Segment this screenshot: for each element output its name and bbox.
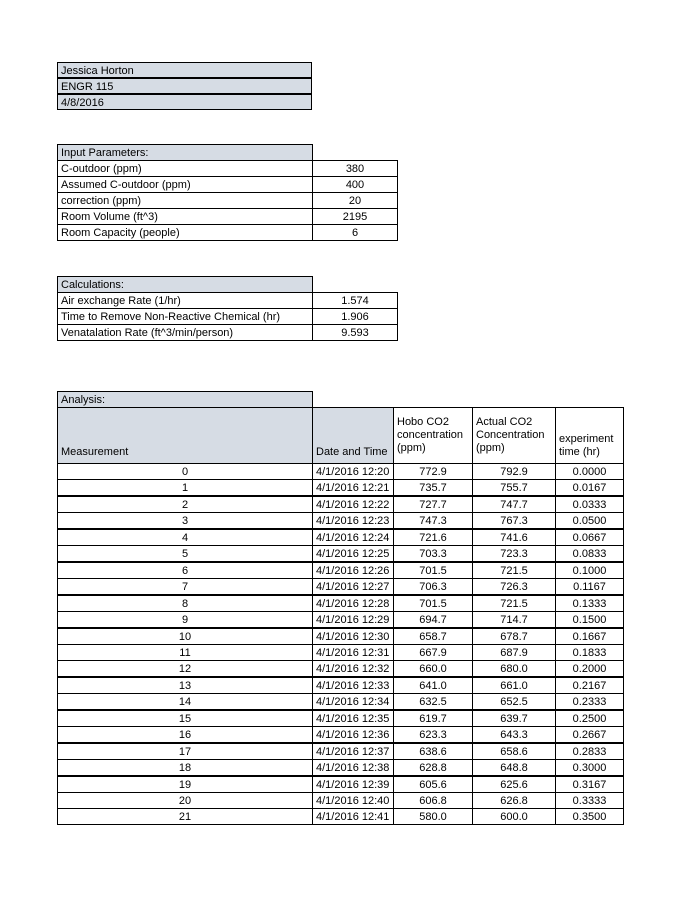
column-header-hobo-label: Hobo CO2 concentration (ppm) [397, 416, 464, 454]
input-param-label: Assumed C-outdoor (ppm) [57, 176, 313, 193]
date-time-cell: 4/1/2016 12:26 [312, 562, 394, 579]
experiment-time-cell: 0.1000 [555, 562, 624, 579]
measurement-cell: 2 [57, 496, 313, 513]
hobo-co2-cell: 605.6 [393, 776, 473, 793]
date-time-cell: 4/1/2016 12:36 [312, 726, 394, 743]
actual-co2-cell: 687.9 [472, 644, 556, 661]
hobo-co2-cell: 701.5 [393, 562, 473, 579]
measurement-cell: 3 [57, 512, 313, 529]
column-header-time [555, 407, 624, 464]
calc-label: Time to Remove Non-Reactive Chemical (hr) [57, 308, 313, 325]
calc-label: Venatalation Rate (ft^3/min/person) [57, 324, 313, 341]
hobo-co2-cell: 667.9 [393, 644, 473, 661]
experiment-time-cell: 0.0833 [555, 545, 624, 562]
hobo-co2-cell: 623.3 [393, 726, 473, 743]
measurement-cell: 18 [57, 759, 313, 776]
measurement-cell: 17 [57, 743, 313, 760]
experiment-time-cell: 0.2667 [555, 726, 624, 743]
actual-co2-cell: 600.0 [472, 808, 556, 825]
calc-value: 9.593 [312, 324, 398, 341]
hobo-co2-cell: 706.3 [393, 578, 473, 595]
hobo-co2-cell: 747.3 [393, 512, 473, 529]
actual-co2-cell: 792.9 [472, 463, 556, 480]
measurement-cell: 14 [57, 693, 313, 710]
actual-co2-cell: 755.7 [472, 479, 556, 496]
measurement-cell: 8 [57, 595, 313, 612]
date-time-cell: 4/1/2016 12:34 [312, 693, 394, 710]
experiment-time-cell: 0.3167 [555, 776, 624, 793]
calc-value: 1.906 [312, 308, 398, 325]
experiment-time-cell: 0.2000 [555, 660, 624, 677]
date-time-cell: 4/1/2016 12:31 [312, 644, 394, 661]
input-param-value: 380 [312, 160, 398, 177]
experiment-time-cell: 0.3500 [555, 808, 624, 825]
actual-co2-cell: 678.7 [472, 628, 556, 645]
hobo-co2-cell: 641.0 [393, 677, 473, 694]
date-time-cell: 4/1/2016 12:22 [312, 496, 394, 513]
date-time-cell: 4/1/2016 12:21 [312, 479, 394, 496]
date-time-cell: 4/1/2016 12:28 [312, 595, 394, 612]
column-header-measurement-label: Measurement [61, 446, 129, 458]
hobo-co2-cell: 727.7 [393, 496, 473, 513]
experiment-time-cell: 0.3000 [555, 759, 624, 776]
actual-co2-cell: 723.3 [472, 545, 556, 562]
measurement-cell: 0 [57, 463, 313, 480]
hobo-co2-cell: 638.6 [393, 743, 473, 760]
date-time-cell: 4/1/2016 12:29 [312, 611, 394, 628]
actual-co2-cell: 661.0 [472, 677, 556, 694]
actual-co2-cell: 625.6 [472, 776, 556, 793]
course-code: ENGR 115 [57, 78, 312, 94]
analysis-title: Analysis: [57, 391, 313, 408]
measurement-cell: 21 [57, 808, 313, 825]
actual-co2-cell: 652.5 [472, 693, 556, 710]
column-header-actual-label: Actual CO2 Concentration (ppm) [476, 416, 545, 454]
report-date: 4/8/2016 [57, 94, 312, 110]
date-time-cell: 4/1/2016 12:33 [312, 677, 394, 694]
measurement-cell: 9 [57, 611, 313, 628]
actual-co2-cell: 721.5 [472, 595, 556, 612]
input-parameters-title: Input Parameters: [57, 144, 313, 161]
calc-value: 1.574 [312, 292, 398, 309]
hobo-co2-cell: 735.7 [393, 479, 473, 496]
hobo-co2-cell: 580.0 [393, 808, 473, 825]
measurement-cell: 4 [57, 529, 313, 546]
measurement-cell: 6 [57, 562, 313, 579]
experiment-time-cell: 0.0000 [555, 463, 624, 480]
experiment-time-cell: 0.1167 [555, 578, 624, 595]
hobo-co2-cell: 701.5 [393, 595, 473, 612]
measurement-cell: 12 [57, 660, 313, 677]
actual-co2-cell: 747.7 [472, 496, 556, 513]
measurement-cell: 15 [57, 710, 313, 727]
experiment-time-cell: 0.0667 [555, 529, 624, 546]
experiment-time-cell: 0.1500 [555, 611, 624, 628]
experiment-time-cell: 0.2333 [555, 693, 624, 710]
experiment-time-cell: 0.2167 [555, 677, 624, 694]
input-param-label: correction (ppm) [57, 192, 313, 209]
actual-co2-cell: 643.3 [472, 726, 556, 743]
column-header-date-time [312, 407, 394, 464]
header-block [57, 62, 313, 112]
student-name: Jessica Horton [57, 62, 312, 78]
input-param-label: C-outdoor (ppm) [57, 160, 313, 177]
actual-co2-cell: 726.3 [472, 578, 556, 595]
date-time-cell: 4/1/2016 12:23 [312, 512, 394, 529]
input-param-value: 6 [312, 224, 398, 241]
actual-co2-cell: 648.8 [472, 759, 556, 776]
date-time-cell: 4/1/2016 12:37 [312, 743, 394, 760]
actual-co2-cell: 658.6 [472, 743, 556, 760]
date-time-cell: 4/1/2016 12:25 [312, 545, 394, 562]
measurement-cell: 7 [57, 578, 313, 595]
column-header-measurement [57, 407, 313, 464]
date-time-cell: 4/1/2016 12:40 [312, 792, 394, 809]
experiment-time-cell: 0.0167 [555, 479, 624, 496]
hobo-co2-cell: 721.6 [393, 529, 473, 546]
experiment-time-cell: 0.2500 [555, 710, 624, 727]
experiment-time-cell: 0.1833 [555, 644, 624, 661]
measurement-cell: 10 [57, 628, 313, 645]
hobo-co2-cell: 658.7 [393, 628, 473, 645]
analysis-section [57, 391, 627, 831]
actual-co2-cell: 714.7 [472, 611, 556, 628]
measurement-cell: 13 [57, 677, 313, 694]
date-time-cell: 4/1/2016 12:27 [312, 578, 394, 595]
calculations-section [57, 276, 399, 342]
input-param-label: Room Capacity (people) [57, 224, 313, 241]
column-header-hobo [393, 407, 473, 464]
date-time-cell: 4/1/2016 12:20 [312, 463, 394, 480]
column-header-actual [472, 407, 556, 464]
calc-label: Air exchange Rate (1/hr) [57, 292, 313, 309]
hobo-co2-cell: 660.0 [393, 660, 473, 677]
measurement-cell: 20 [57, 792, 313, 809]
date-time-cell: 4/1/2016 12:38 [312, 759, 394, 776]
hobo-co2-cell: 703.3 [393, 545, 473, 562]
experiment-time-cell: 0.0500 [555, 512, 624, 529]
date-time-cell: 4/1/2016 12:32 [312, 660, 394, 677]
experiment-time-cell: 0.0333 [555, 496, 624, 513]
hobo-co2-cell: 772.9 [393, 463, 473, 480]
date-time-cell: 4/1/2016 12:30 [312, 628, 394, 645]
hobo-co2-cell: 694.7 [393, 611, 473, 628]
hobo-co2-cell: 628.8 [393, 759, 473, 776]
measurement-cell: 11 [57, 644, 313, 661]
column-header-date-time-label: Date and Time [316, 446, 388, 458]
date-time-cell: 4/1/2016 12:24 [312, 529, 394, 546]
calculations-title: Calculations: [57, 276, 313, 293]
measurement-cell: 19 [57, 776, 313, 793]
hobo-co2-cell: 606.8 [393, 792, 473, 809]
date-time-cell: 4/1/2016 12:35 [312, 710, 394, 727]
date-time-cell: 4/1/2016 12:39 [312, 776, 394, 793]
experiment-time-cell: 0.1667 [555, 628, 624, 645]
input-param-value: 20 [312, 192, 398, 209]
measurement-cell: 1 [57, 479, 313, 496]
hobo-co2-cell: 619.7 [393, 710, 473, 727]
experiment-time-cell: 0.2833 [555, 743, 624, 760]
input-param-value: 2195 [312, 208, 398, 225]
actual-co2-cell: 767.3 [472, 512, 556, 529]
actual-co2-cell: 626.8 [472, 792, 556, 809]
actual-co2-cell: 721.5 [472, 562, 556, 579]
actual-co2-cell: 680.0 [472, 660, 556, 677]
measurement-cell: 16 [57, 726, 313, 743]
date-time-cell: 4/1/2016 12:41 [312, 808, 394, 825]
actual-co2-cell: 639.7 [472, 710, 556, 727]
column-header-time-label: experiment time (hr) [559, 433, 614, 458]
measurement-cell: 5 [57, 545, 313, 562]
experiment-time-cell: 0.3333 [555, 792, 624, 809]
input-param-label: Room Volume (ft^3) [57, 208, 313, 225]
experiment-time-cell: 0.1333 [555, 595, 624, 612]
input-param-value: 400 [312, 176, 398, 193]
hobo-co2-cell: 632.5 [393, 693, 473, 710]
input-parameters-section [57, 144, 399, 244]
actual-co2-cell: 741.6 [472, 529, 556, 546]
